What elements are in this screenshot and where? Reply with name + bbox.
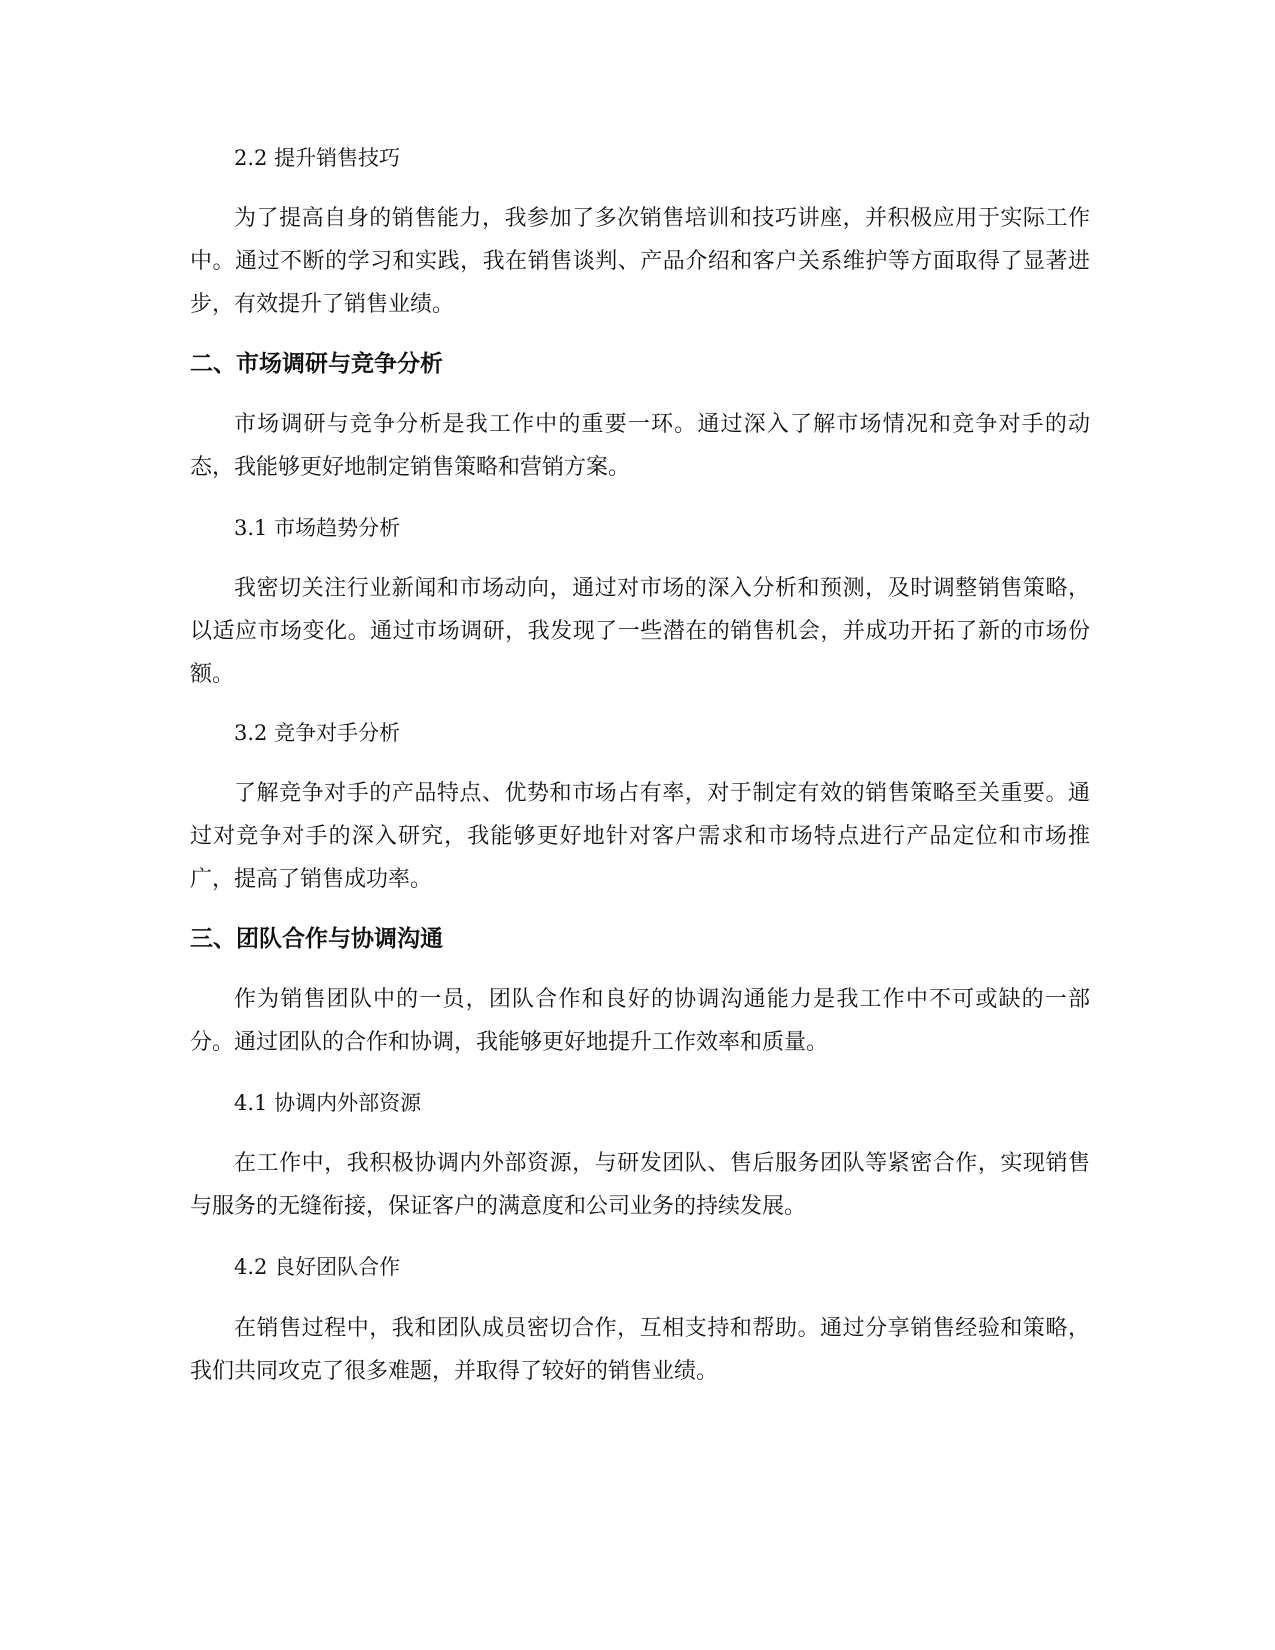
section-heading-2: 二、市场调研与竞争分析 (190, 351, 443, 377)
paragraph: 我密切关注行业新闻和市场动向，通过对市场的深入分析和预测，及时调整销售策略，以适应市场变化。通过市场调研，我发现了一些潜在的销售机会，并成功开拓了新的市场份额。 (190, 576, 1090, 687)
paragraph: 在销售过程中，我和团队成员密切合作，互相支持和帮助。通过分享销售经验和策略，我们共同攻克了很多难题，并取得了较好的销售业绩。 (190, 1316, 1090, 1384)
section-heading-3: 三、团队合作与协调沟通 (190, 926, 443, 952)
subheading-2-2: 2.2 提升销售技巧 (234, 146, 401, 170)
subheading-3-2: 3.2 竞争对手分析 (234, 721, 401, 745)
paragraph: 了解竞争对手的产品特点、优势和市场占有率，对于制定有效的销售策略至关重要。通过对竞争对手的深入研究，我能够更好地针对客户需求和市场特点进行产品定位和市场推广，提高了销售成功率。 (190, 781, 1090, 892)
subheading-4-1: 4.1 协调内外部资源 (234, 1091, 422, 1115)
paragraph: 作为销售团队中的一员，团队合作和良好的协调沟通能力是我工作中不可或缺的一部分。通过团队的合作和协调，我能够更好地提升工作效率和质量。 (190, 987, 1090, 1055)
paragraph: 市场调研与竞争分析是我工作中的重要一环。通过深入了解市场情况和竞争对手的动态，我能够更好地制定销售策略和营销方案。 (190, 412, 1090, 480)
subheading-3-1: 3.1 市场趋势分析 (234, 516, 401, 540)
paragraph: 在工作中，我积极协调内外部资源，与研发团队、售后服务团队等紧密合作，实现销售与服务的无缝衔接，保证客户的满意度和公司业务的持续发展。 (190, 1151, 1090, 1219)
subheading-4-2: 4.2 良好团队合作 (234, 1255, 401, 1279)
paragraph: 为了提高自身的销售能力，我参加了多次销售培训和技巧讲座，并积极应用于实际工作中。通过不断的学习和实践，我在销售谈判、产品介绍和客户关系维护等方面取得了显著进步，有效提升了销售业绩。 (190, 206, 1090, 317)
